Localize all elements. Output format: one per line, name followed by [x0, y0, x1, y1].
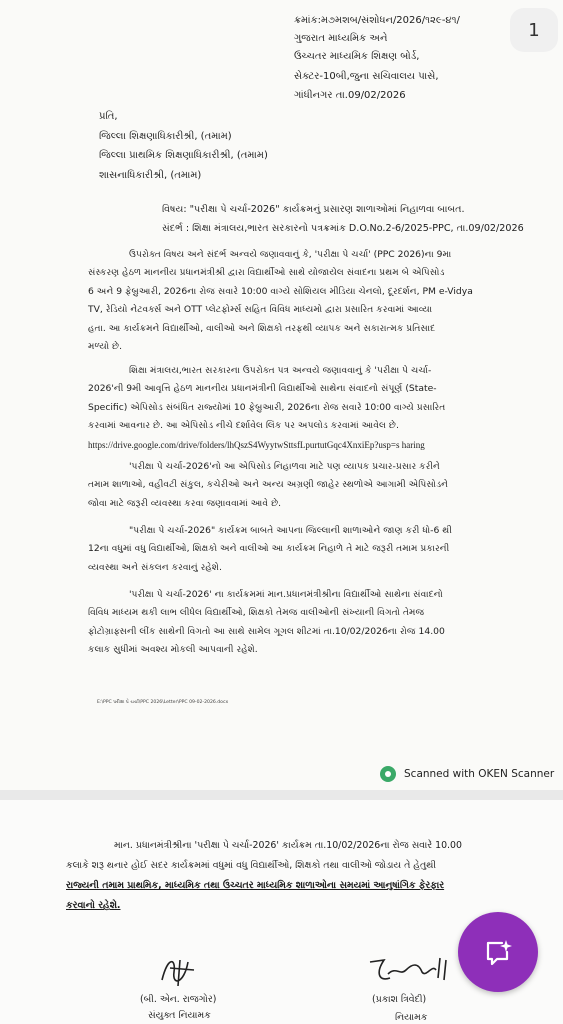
page2-paragraph — [66, 836, 462, 916]
paragraph-3-line: તમામ શાળાઓ, વહીવટી સંકુલ, કચેરીઓ અને અન્ય અગ્રણી જાહેર સ્થળોએ આગામી એપિસોડને — [88, 479, 448, 491]
signature-left — [158, 950, 202, 990]
paragraph-1-line: ઉપરોક્ત વિષય અને સંદર્ભ અન્વયે જણાવવાનું કે, 'પરીક્ષા પે ચર્ચા' (PPC 2026)ના 9મા — [129, 249, 452, 260]
paragraph-5-line: વિવિધ માધ્યમ થકી લાભ લીધેલ વિદ્યાર્થીઓ, શિક્ષકો તેમજ વાલીઓની સંખ્યાની વિગતો તેમજ — [88, 607, 425, 619]
paragraph-2-line: શિક્ષા મંત્રાલય,ભારત સરકારના ઉપરોક્ત પત્ર અન્વયે જણાવવાનું કે 'પરીક્ષા પે ચર્ચા- — [129, 365, 432, 376]
paragraph-2-line: કરવામાં આવનાર છે. આ એપિસોડ નીચે દર્શાવેલ લિંક પર અપલોડ કરવામાં આવેલ છે. — [88, 420, 399, 432]
paragraph-3 — [88, 458, 448, 513]
page2-line-underlined: કરવાનો રહેશે. — [66, 900, 121, 911]
document-page-2 — [0, 800, 563, 1024]
paragraph-1-line: મળ્યો છે. — [88, 341, 123, 353]
scanner-logo-icon — [380, 766, 396, 782]
ai-chat-button[interactable] — [458, 912, 538, 992]
page-number-badge[interactable] — [510, 8, 558, 52]
recipient-salutation: પ્રતિ, — [99, 111, 118, 122]
paragraph-5 — [88, 586, 445, 660]
page2-line-underlined: રાજ્યની તમામ પ્રાથમિક, માધ્યમિક તથા ઉચ્ચતર માધ્યમિક શાળાઓના સમયમાં આનુષાંગિક ફેરફાર — [66, 880, 445, 891]
paragraph-4-line: 12ના વધુમાં વધુ વિદ્યાર્થીઓ, શિક્ષકો અને વાલીઓ આ કાર્યક્રમ નિહાળે તે માટે જરૂરી તમામ પ્રકારની — [88, 543, 450, 555]
paragraph-2-line: Specific) એપિસોડ સંબંધિત રાજ્યોમાં 10 ફેબ્રુઆરી, 2026ના રોજ સવારે 10:00 વાગ્યે પ્રસારિત — [88, 401, 446, 413]
signer-left-name: (બી. એન. રાજગોર) — [140, 994, 217, 1005]
paragraph-5-line: 'પરીક્ષા પે ચર્ચા-2026' ના કાર્યક્રમમાં માન.પ્રધાનમંત્રીશ્રીના વિદ્યાર્થીઓ સાથેના સંવાદનો — [129, 589, 443, 600]
paragraph-4-line: વ્યવસ્થા અને સંકલન કરવાનું રહેશે. — [88, 561, 222, 573]
signer-right-title: નિયામક — [395, 1012, 428, 1023]
page2-line: માન. પ્રધાનમંત્રીશ્રીના 'પરીક્ષા પે ચર્ચા-2026' કાર્યક્રમ તા.10/02/2026ના રોજ સવારે 10.00 — [114, 840, 462, 851]
paragraph-4-line: "પરીક્ષા પે ચર્ચા-2026" કાર્યક્રમ બાબતે આપના જિલ્લાની શાળાઓને જાણ કરી ધો-6 થી — [129, 525, 452, 536]
paragraph-1-line: હતા. આ કાર્યક્રમને વિદ્યાર્થીઓ, વાલીઓ અને શિક્ષકો તરફથી વ્યાપક અને સકારાત્મક પ્રતિસાદ — [88, 322, 436, 334]
paragraph-2-line: 2026'ની 9મી આવૃત્તિ હેઠળ માનનીય પ્રધાનમંત્રીની વિદ્યાર્થીઓ સાથેના સંવાદનો સંપૂર્ણ (State- — [88, 383, 437, 395]
file-path-footer: E:\PPC પરીક્ષા પે ચર્ચા\PPC 2026\Letter\PPC 09-02-2026.docx — [97, 700, 229, 705]
recipient-1: જિલ્લા શિક્ષણાધિકારીશ્રી, (તમામ) — [99, 131, 232, 142]
letter-date: ગાંધીનગર તા.09/02/2026 — [294, 90, 406, 101]
org-line-2: ઉચ્ચતર માધ્યમિક શિક્ષણ બોર્ડ, — [294, 51, 420, 62]
paragraph-3-line: જોવા માટે જરૂરી વ્યવસ્થા કરવા જણાવવામાં આવે છે. — [88, 497, 282, 509]
reference-line: સંદર્ભ : શિક્ષા મંત્રાલય,ભારત સરકારનો પત્રક્રમાંક D.O.No.2-6/2025-PPC, તા.09/02/2026 — [162, 223, 524, 234]
scanner-watermark — [380, 766, 554, 782]
paragraph-3-line: 'પરીક્ષા પે ચર્ચા-2026'નો આ એપિસોડ નિહાળવા માટે પણ વ્યાપક પ્રચાર-પ્રસાર કરીને — [129, 461, 440, 472]
paragraph-1-line: સંસ્કરણ હેઠળ માનનીય પ્રધાનમંત્રીશ્રી દ્વારા વિદ્યાર્થીઓ સાથે યોજાયેલ સંવાદના પ્રથમ બે એપિસોડ — [88, 267, 445, 279]
paragraph-5-line: કલાક સુધીમાં અવશ્ય મોકલી આપવાની રહેશે. — [88, 644, 258, 656]
paragraph-1-line: TV, રેડિયો નેટવર્ક્સ અને OTT પ્લેટફોર્મ્સ સહિત વિવિધ માધ્યમો દ્વારા પ્રસારિત કરવામાં આવ્યા — [88, 304, 433, 316]
paragraph-1-line: 6 અને 9 ફેબ્રુઆરી, 2026ના રોજ સવારે 10:00 વાગ્યે સોશિયલ મીડિયા ચેનલો, દૂરદર્શન, PM e-Vidya — [88, 285, 473, 297]
page2-line: કલાકે શરૂ થનાર હોઈ સદર કાર્યક્રમમાં વધુમાં વધુ વિદ્યાર્થીઓ, શિક્ષકો તથા વાલીઓ જોડાય તે હેતુથી — [66, 860, 437, 871]
sparkle-chat-icon — [483, 937, 513, 967]
signer-right-name: (પ્રકાશ ત્રિવેદી) — [372, 994, 427, 1005]
paragraph-1 — [88, 246, 473, 356]
paragraph-4 — [88, 522, 452, 577]
recipient-2: જિલ્લા પ્રાથમિક શિક્ષણાધિકારીશ્રી, (તમામ) — [99, 150, 268, 161]
paragraph-5-line: ફોટોગ્રાફ્સની લીંક સાથેની વિગતો આ સાથે સામેલ ગૂગલ શીટમાં તા.10/02/2026ના રોજ 14.00 — [88, 625, 445, 637]
recipient-3: શાસનાધિકારીશ્રી, (તમામ) — [99, 170, 202, 181]
org-line-3: સેક્ટર-10બી,જુના સચિવાલય પાસે, — [294, 71, 439, 82]
paragraph-2 — [88, 362, 445, 454]
org-line-1: ગુજરાત માધ્યમિક અને — [294, 33, 388, 44]
page-divider — [0, 790, 563, 800]
letter-reference: ક્રમાંક:મ૭મશબ/સંશોધન/2026/૧૨૯-૪૧/ — [294, 15, 460, 26]
signer-left-title: સંયુક્ત નિયામક — [148, 1010, 211, 1021]
subject-line: વિષય: "પરીક્ષા પે ચર્ચા-2026" કાર્યક્રમનું પ્રસારણ શાળાઓમાં નિહાળવા બાબત. — [162, 204, 465, 215]
page-number: 1 — [528, 19, 540, 41]
signature-right — [366, 950, 456, 988]
episode-drive-link[interactable]: https://drive.google.com/drive/folders/lhQszS4WyytwSttsfLpurtutGqc4XnxiEp?usp=s haring — [88, 439, 425, 450]
scanner-label: Scanned with OKEN Scanner — [404, 768, 555, 780]
